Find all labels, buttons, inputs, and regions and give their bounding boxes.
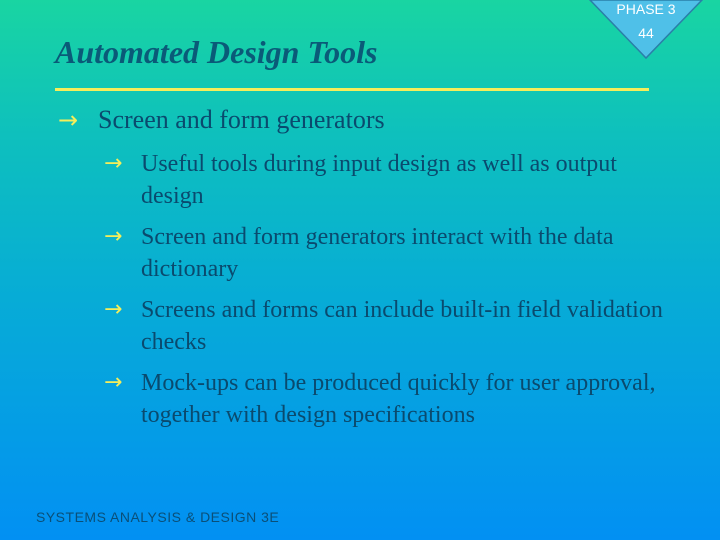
phase-badge — [588, 0, 708, 62]
sub-bullet-list — [104, 148, 664, 440]
page-number: 44 — [638, 25, 654, 41]
main-bullet — [58, 105, 385, 135]
arrow-bullet-icon: → — [58, 106, 79, 134]
list-item — [104, 294, 664, 358]
sub-bullet-text: Useful tools during input design as well as output design — [141, 151, 617, 209]
slide-title: Automated Design Tools — [55, 34, 378, 70]
title-underline — [55, 88, 649, 91]
arrow-bullet-icon: → — [104, 370, 123, 395]
sub-bullet-text: Screens and forms can include built-in field validation checks — [141, 297, 663, 355]
arrow-bullet-icon: → — [104, 297, 123, 322]
sub-bullet-text: Mock-ups can be produced quickly for user approval, together with design specifications — [141, 370, 656, 428]
list-item — [104, 367, 664, 431]
footer-text: SYSTEMS ANALYSIS & DESIGN 3E — [36, 509, 280, 525]
main-bullet-text: Screen and form generators — [98, 105, 385, 134]
phase-label: PHASE 3 — [616, 1, 676, 17]
list-item — [104, 148, 664, 212]
arrow-bullet-icon: → — [104, 224, 123, 249]
arrow-bullet-icon: → — [104, 151, 123, 176]
list-item — [104, 221, 664, 285]
sub-bullet-text: Screen and form generators interact with the data dictionary — [141, 224, 614, 282]
